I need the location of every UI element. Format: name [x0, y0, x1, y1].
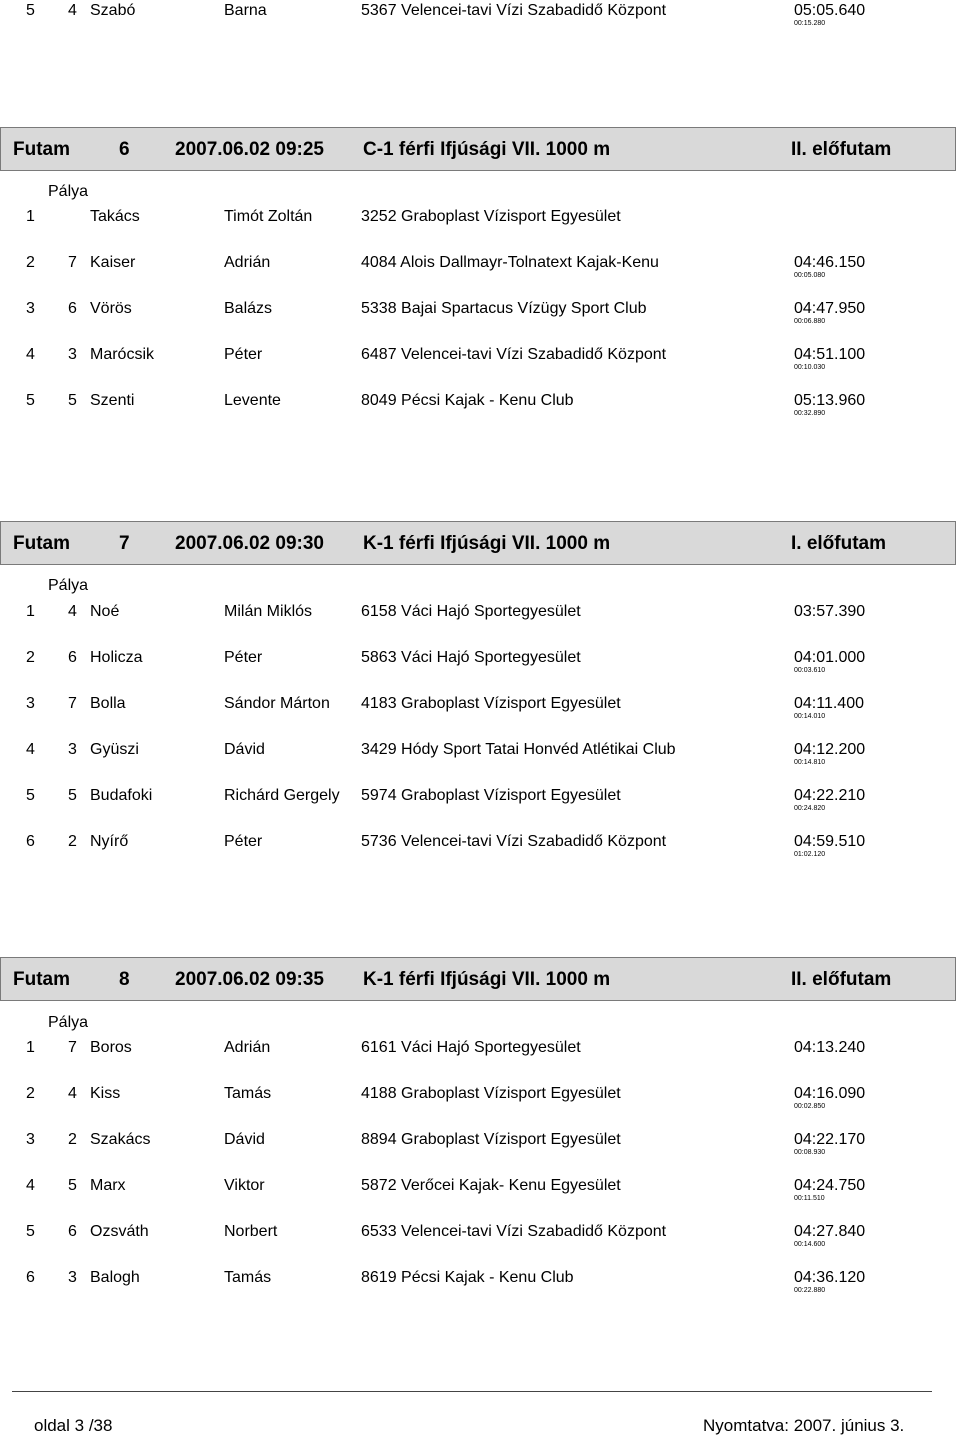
time-diff: 00:10.030	[794, 364, 826, 371]
lane: 7	[68, 695, 77, 712]
place: 1	[26, 208, 35, 225]
result-row	[0, 1269, 960, 1293]
club: 5367 Velencei-tavi Vízi Szabadidő Központ	[361, 2, 667, 19]
time-diff: 00:14.010	[794, 713, 826, 720]
heat-datetime: 2007.06.02 09:30	[175, 533, 324, 554]
time-diff: 00:02.850	[794, 1103, 826, 1110]
time-diff: 00:03.610	[794, 667, 826, 674]
place: 2	[26, 649, 35, 666]
club: 5338 Bajai Spartacus Vízügy Sport Club	[361, 300, 647, 317]
first-name: Balázs	[224, 300, 273, 317]
futam-label: Futam	[13, 139, 70, 160]
last-name: Kiss	[90, 1085, 121, 1102]
time: 05:05.640	[794, 2, 866, 19]
heat-header	[0, 957, 956, 1001]
time: 04:16.090	[794, 1085, 866, 1102]
result-row	[0, 695, 960, 719]
place: 5	[26, 1223, 35, 1240]
lane: 6	[68, 300, 77, 317]
place: 4	[26, 1177, 35, 1194]
footer-divider	[12, 1391, 932, 1392]
first-name: Milán Miklós	[224, 603, 313, 620]
time: 04:46.150	[794, 254, 866, 271]
lane: 6	[68, 1223, 77, 1240]
last-name: Szakács	[90, 1131, 151, 1148]
heat-header	[0, 521, 956, 565]
time-diff: 00:14.810	[794, 759, 826, 766]
place: 5	[26, 392, 35, 409]
club: 5863 Váci Hajó Sportegyesület	[361, 649, 581, 666]
heat-datetime: 2007.06.02 09:25	[175, 139, 324, 160]
club: 5736 Velencei-tavi Vízi Szabadidő Központ	[361, 833, 667, 850]
lane: 3	[68, 1269, 77, 1286]
time: 04:22.170	[794, 1131, 866, 1148]
club: 5872 Verőcei Kajak- Kenu Egyesület	[361, 1177, 621, 1194]
last-name: Bolla	[90, 695, 126, 712]
first-name: Norbert	[224, 1223, 278, 1240]
heat-number: 7	[119, 533, 130, 554]
last-name: Holicza	[90, 649, 143, 666]
place: 4	[26, 346, 35, 363]
heat-round: II. előfutam	[791, 139, 892, 160]
first-name: Timót Zoltán	[224, 208, 313, 225]
club: 6487 Velencei-tavi Vízi Szabadidő Központ	[361, 346, 667, 363]
first-name: Adrián	[224, 1039, 271, 1056]
time-diff: 00:06.880	[794, 318, 826, 325]
time: 04:27.840	[794, 1223, 866, 1240]
place: 6	[26, 1269, 35, 1286]
result-row	[0, 741, 960, 765]
first-name: Sándor Márton	[224, 695, 330, 712]
place: 4	[26, 741, 35, 758]
club: 6161 Váci Hajó Sportegyesület	[361, 1039, 581, 1056]
time: 04:11.400	[794, 695, 864, 712]
result-row	[0, 208, 960, 232]
result-row	[0, 1085, 960, 1109]
club: 5974 Graboplast Vízisport Egyesület	[361, 787, 621, 804]
result-row	[0, 300, 960, 324]
lane-column-label: Pálya	[48, 1014, 89, 1031]
lane: 4	[68, 2, 77, 19]
place: 2	[26, 254, 35, 271]
heat-number: 8	[119, 969, 130, 990]
place: 6	[26, 833, 35, 850]
lane: 4	[68, 1085, 77, 1102]
time: 04:59.510	[794, 833, 866, 850]
place: 3	[26, 695, 35, 712]
club: 4084 Alois Dallmayr-Tolnatext Kajak-Kenu	[361, 254, 659, 271]
club: 8049 Pécsi Kajak - Kenu Club	[361, 392, 574, 409]
place: 3	[26, 300, 35, 317]
lane: 7	[68, 254, 77, 271]
time: 03:57.390	[794, 603, 866, 620]
futam-label: Futam	[13, 969, 70, 990]
place: 2	[26, 1085, 35, 1102]
club: 4183 Graboplast Vízisport Egyesület	[361, 695, 621, 712]
first-name: Péter	[224, 346, 263, 363]
lane: 3	[68, 346, 77, 363]
club: 3252 Graboplast Vízisport Egyesület	[361, 208, 621, 225]
time: 04:01.000	[794, 649, 866, 666]
heat-round: I. előfutam	[791, 533, 887, 554]
last-name: Ozsváth	[90, 1223, 149, 1240]
last-name: Marx	[90, 1177, 126, 1194]
first-name: Dávid	[224, 1131, 265, 1148]
last-name: Noé	[90, 603, 120, 620]
place: 5	[26, 787, 35, 804]
last-name: Balogh	[90, 1269, 140, 1286]
first-name: Péter	[224, 649, 263, 666]
heat-event: K-1 férfi Ifjúsági VII. 1000 m	[363, 533, 611, 554]
futam-label: Futam	[13, 533, 70, 554]
result-row	[0, 787, 960, 811]
club: 6533 Velencei-tavi Vízi Szabadidő Központ	[361, 1223, 667, 1240]
heat-number: 6	[119, 139, 130, 160]
time: 04:13.240	[794, 1039, 866, 1056]
last-name: Kaiser	[90, 254, 136, 271]
last-name: Marócsik	[90, 346, 155, 363]
last-name: Szabó	[90, 2, 136, 19]
result-row	[0, 1039, 960, 1063]
first-name: Dávid	[224, 741, 265, 758]
lane: 5	[68, 392, 77, 409]
result-row	[0, 833, 960, 857]
time-diff: 00:15.280	[794, 20, 826, 27]
time: 04:12.200	[794, 741, 866, 758]
place: 3	[26, 1131, 35, 1148]
last-name: Takács	[90, 208, 140, 225]
page-number: oldal 3 /38	[34, 1416, 113, 1435]
time-diff: 00:32.890	[794, 410, 826, 417]
club: 8894 Graboplast Vízisport Egyesület	[361, 1131, 621, 1148]
time-diff: 00:14.600	[794, 1241, 826, 1248]
heat-header	[0, 127, 956, 171]
last-name: Gyüszi	[90, 741, 139, 758]
lane-column-label: Pálya	[48, 183, 89, 200]
place: 1	[26, 603, 35, 620]
first-name: Barna	[224, 2, 267, 19]
last-name: Budafoki	[90, 787, 153, 804]
lane-column-label: Pálya	[48, 577, 89, 594]
heat-datetime: 2007.06.02 09:35	[175, 969, 324, 990]
last-name: Vörös	[90, 300, 132, 317]
place: 5	[26, 2, 35, 19]
result-row	[0, 254, 960, 278]
club: 3429 Hódy Sport Tatai Honvéd Atlétikai Club	[361, 741, 676, 758]
last-name: Nyírő	[90, 833, 129, 850]
time-diff: 01:02.120	[794, 851, 826, 858]
result-row	[0, 1131, 960, 1155]
first-name: Tamás	[224, 1085, 272, 1102]
time: 04:22.210	[794, 787, 866, 804]
time: 04:51.100	[794, 346, 866, 363]
time: 04:36.120	[794, 1269, 866, 1286]
lane: 2	[68, 833, 77, 850]
print-date: Nyomtatva: 2007. június 3.	[703, 1416, 905, 1435]
first-name: Levente	[224, 392, 281, 409]
time: 04:47.950	[794, 300, 866, 317]
lane: 5	[68, 1177, 77, 1194]
result-row	[0, 346, 960, 370]
heat-event: K-1 férfi Ifjúsági VII. 1000 m	[363, 969, 611, 990]
club: 4188 Graboplast Vízisport Egyesület	[361, 1085, 621, 1102]
lane: 6	[68, 649, 77, 666]
result-row	[0, 392, 960, 416]
lane: 2	[68, 1131, 77, 1148]
lane: 4	[68, 603, 77, 620]
last-name: Boros	[90, 1039, 132, 1056]
time-diff: 00:11.510	[794, 1195, 825, 1202]
lane: 3	[68, 741, 77, 758]
heat-event: C-1 férfi Ifjúsági VII. 1000 m	[363, 139, 611, 160]
time: 05:13.960	[794, 392, 866, 409]
time-diff: 00:05.080	[794, 272, 826, 279]
last-name: Szenti	[90, 392, 135, 409]
heat-round: II. előfutam	[791, 969, 892, 990]
result-row	[0, 649, 960, 673]
result-row	[0, 2, 960, 26]
result-row	[0, 1177, 960, 1201]
first-name: Tamás	[224, 1269, 272, 1286]
first-name: Adrián	[224, 254, 271, 271]
club: 8619 Pécsi Kajak - Kenu Club	[361, 1269, 574, 1286]
time-diff: 00:24.820	[794, 805, 826, 812]
club: 6158 Váci Hajó Sportegyesület	[361, 603, 581, 620]
result-row	[0, 1223, 960, 1247]
result-row	[0, 603, 960, 627]
lane: 7	[68, 1039, 77, 1056]
first-name: Viktor	[224, 1177, 265, 1194]
first-name: Richárd Gergely	[224, 787, 340, 804]
lane: 5	[68, 787, 77, 804]
time: 04:24.750	[794, 1177, 866, 1194]
place: 1	[26, 1039, 35, 1056]
first-name: Péter	[224, 833, 263, 850]
time-diff: 00:08.930	[794, 1149, 826, 1156]
time-diff: 00:22.880	[794, 1287, 826, 1294]
